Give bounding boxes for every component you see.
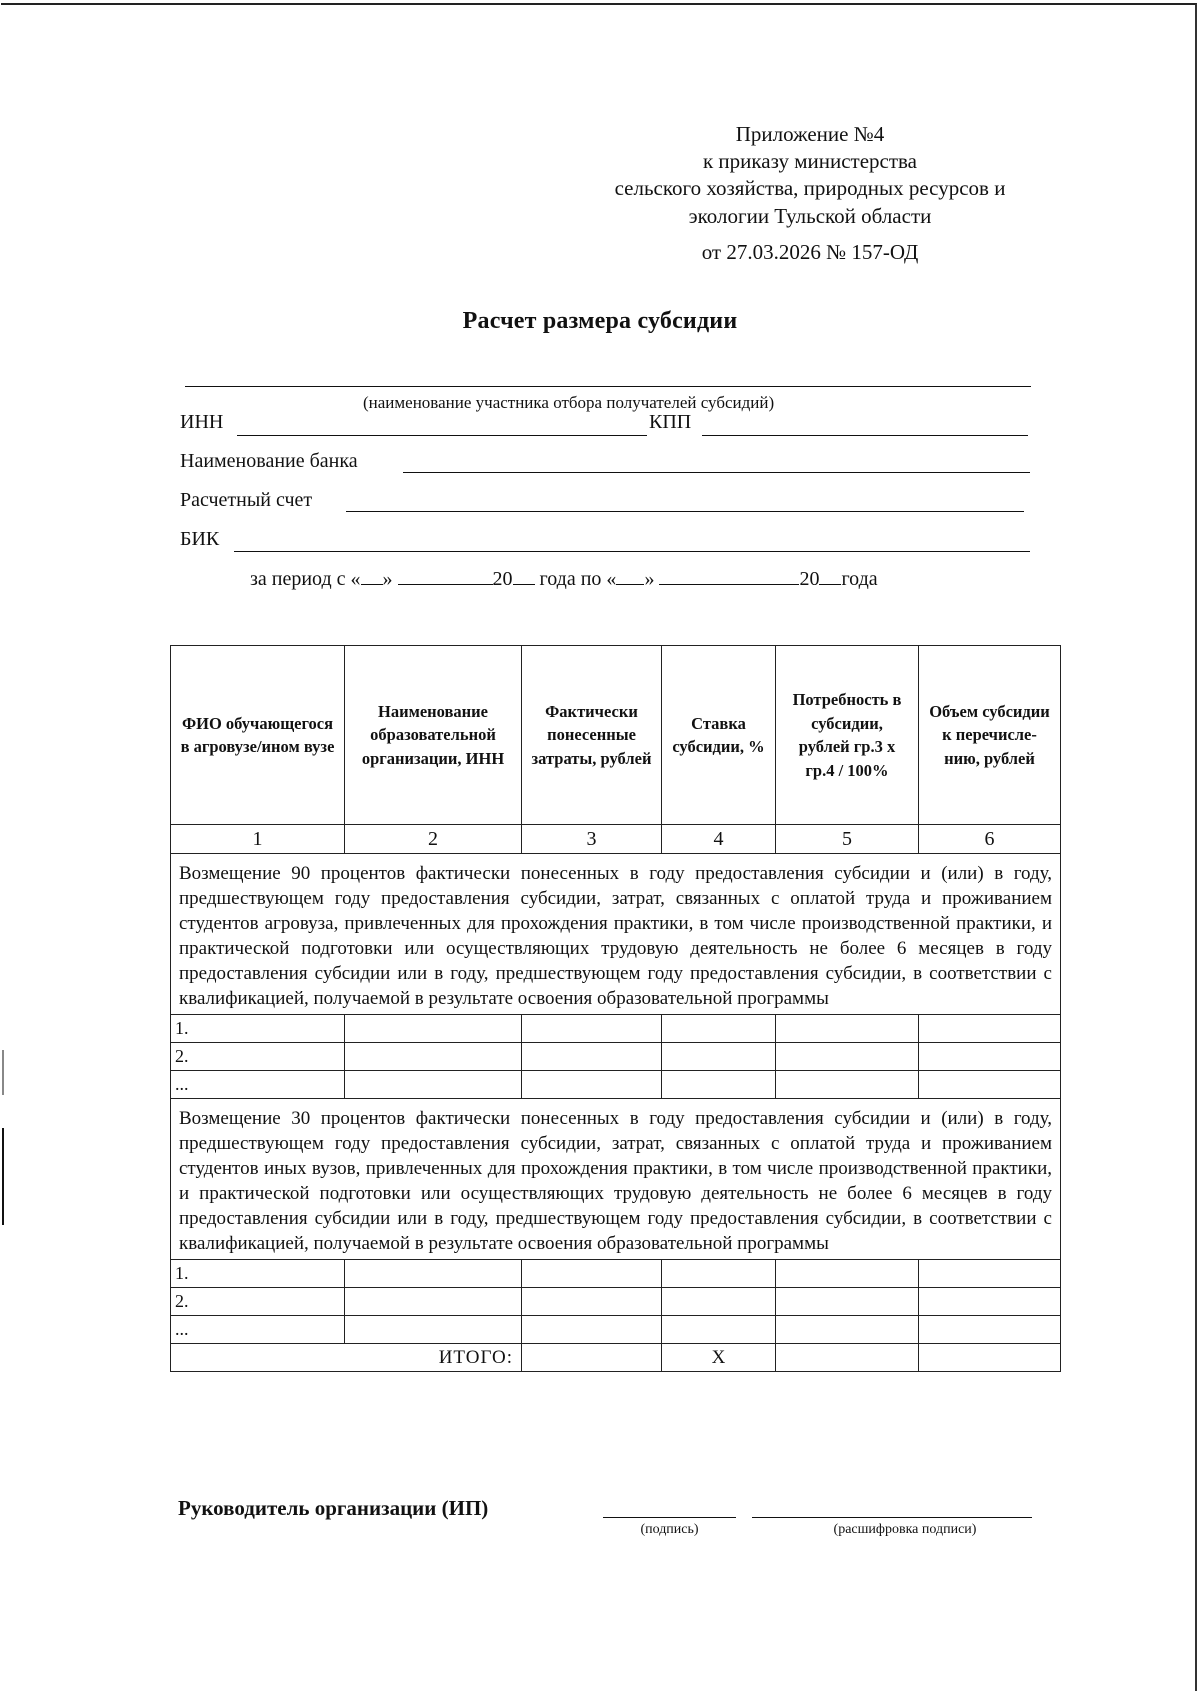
section-30-percent-description: Возмещение 30 процентов фактически понесенных в году предоставления субсидии и (или) в году, предшествующем году предоставления субсидии, затрат, связанных с оплатой труда и проживанием студентов иных вузов, привлеченных для прохождения практики, в том числе производственной практики, и практической подготовки или осуществляющих трудовую деятельность не более 6 месяцев в году предоставления субсидии или в году, предшествующем году предоставления субсидии, в соответствии с квалификацией, получаемой в результате освоения образовательной программы [171,1099,1061,1260]
table-row [171,1043,1061,1071]
signature-caption: (подпись) [640,1522,699,1537]
table-cell[interactable] [522,1015,662,1043]
table-row [171,1288,1061,1316]
table-cell[interactable] [345,1288,522,1316]
appendix-ministry: сельского хозяйства, природных ресурсов и [614,176,1006,200]
column-header-subsidy-amount: Объем субсидии к перечисле-нию, рублей [919,646,1061,825]
subsidy-calculation-table [170,645,1061,1372]
scan-edge-mark [2,1050,4,1095]
participant-name-field[interactable] [185,386,1031,387]
section-30-percent-row [171,1099,1061,1260]
table-cell[interactable] [522,1288,662,1316]
total-row [171,1344,1061,1372]
table-cell[interactable] [345,1316,522,1344]
period-middle: года по « [539,568,617,590]
scan-edge-mark [2,1128,4,1225]
bank-name-field[interactable] [403,472,1030,473]
table-row [171,1071,1061,1099]
column-header-subsidy-rate: Ставка субсидии, % [662,646,776,825]
column-header-organization: Наименование образовательной организации, ИНН [345,646,522,825]
row-index: 2. [171,1043,345,1071]
kpp-field[interactable] [702,435,1028,436]
table-cell[interactable] [345,1071,522,1099]
total-subsidy-need-cell[interactable] [776,1344,919,1372]
table-cell[interactable] [776,1043,919,1071]
table-cell[interactable] [776,1015,919,1043]
table-cell[interactable] [662,1015,776,1043]
period-end-month-field[interactable] [659,566,799,585]
period-year-prefix: 20 [799,568,820,590]
period-suffix: года [841,568,878,590]
table-row [171,1260,1061,1288]
column-number: 3 [522,825,662,854]
total-actual-costs-cell[interactable] [522,1344,662,1372]
appendix-order-ref: к приказу министерства [702,149,918,173]
appendix-number: Приложение №4 [735,122,885,146]
account-label: Расчетный счет [180,489,313,511]
column-number: 2 [345,825,522,854]
column-header-subsidy-need: Потребность в субсидии, рублей гр.3 х гр.4 / 100% [776,646,919,825]
table-cell[interactable] [776,1071,919,1099]
row-index: 1. [171,1260,345,1288]
table-cell[interactable] [345,1043,522,1071]
column-number: 5 [776,825,919,854]
table-cell[interactable] [776,1288,919,1316]
table-cell[interactable] [522,1043,662,1071]
bik-label: БИК [180,528,220,550]
table-cell[interactable] [662,1071,776,1099]
table-cell[interactable] [662,1316,776,1344]
table-cell[interactable] [522,1260,662,1288]
period-end-year-field[interactable] [819,566,841,585]
total-subsidy-amount-cell[interactable] [919,1344,1061,1372]
table-cell[interactable] [522,1071,662,1099]
period-start-day-field[interactable] [361,566,383,585]
table-cell[interactable] [662,1288,776,1316]
period-line [250,566,878,591]
section-90-percent-description: Возмещение 90 процентов фактически понесенных в году предоставления субсидии и (или) в году, предшествующем году предоставления субсидии, затрат, связанных с оплатой труда и проживанием студентов агровуза, привлеченных для прохождения практики, в том числе производственной практики, и практической подготовки или осуществляющих трудовую деятельность не более 6 месяцев в году предоставления субсидии или в году, предшествующем году предоставления субсидии, в соответствии с квалификацией, получаемой в результате освоения образовательной программы [171,854,1061,1015]
row-index: 1. [171,1015,345,1043]
signature-decoding-caption: (расшифровка подписи) [833,1522,977,1537]
column-number: 6 [919,825,1061,854]
table-cell[interactable] [919,1316,1061,1344]
table-cell[interactable] [776,1316,919,1344]
column-number-row [171,825,1061,854]
row-index: ... [171,1071,345,1099]
table-cell[interactable] [919,1043,1061,1071]
participant-name-caption: (наименование участника отбора получателей субсидий) [363,393,775,412]
kpp-label: КПП [649,411,692,433]
period-start-month-field[interactable] [398,566,493,585]
table-row [171,1015,1061,1043]
column-number: 1 [171,825,345,854]
table-cell[interactable] [919,1015,1061,1043]
table-header-row [171,646,1061,825]
column-number: 4 [662,825,776,854]
period-quote: » [644,568,655,590]
table-cell[interactable] [919,1260,1061,1288]
appendix-order-date: от 27.03.2026 № 157-ОД [701,240,919,264]
section-90-percent-row [171,854,1061,1015]
table-row [171,1316,1061,1344]
account-field[interactable] [346,511,1024,512]
period-year-prefix: 20 [492,568,513,590]
table-cell[interactable] [919,1071,1061,1099]
page-title: Расчет размера субсидии [462,308,738,334]
inn-label: ИНН [180,411,224,433]
column-header-actual-costs: Фактически понесенные затраты, рублей [522,646,662,825]
bank-name-label: Наименование банка [180,450,358,472]
bik-field[interactable] [234,551,1030,552]
total-rate-mark: Х [662,1344,776,1372]
appendix-region: экологии Тульской области [688,204,932,228]
table-cell[interactable] [662,1043,776,1071]
total-label: ИТОГО: [171,1344,522,1372]
signature-field[interactable] [603,1517,736,1518]
signature-decoding-field[interactable] [752,1517,1032,1518]
period-quote: » [382,568,393,590]
table-cell[interactable] [345,1260,522,1288]
period-end-day-field[interactable] [616,566,644,585]
column-header-student-name: ФИО обучающегося в агровузе/ином вузе [171,646,345,825]
table-cell[interactable] [345,1015,522,1043]
row-index: ... [171,1316,345,1344]
inn-field[interactable] [237,435,647,436]
table-cell[interactable] [522,1316,662,1344]
table-cell[interactable] [776,1260,919,1288]
table-cell[interactable] [919,1288,1061,1316]
table-cell[interactable] [662,1260,776,1288]
signer-label: Руководитель организации (ИП) [178,1496,489,1520]
period-start-year-field[interactable] [513,566,535,585]
row-index: 2. [171,1288,345,1316]
period-prefix: за период с « [250,568,361,590]
